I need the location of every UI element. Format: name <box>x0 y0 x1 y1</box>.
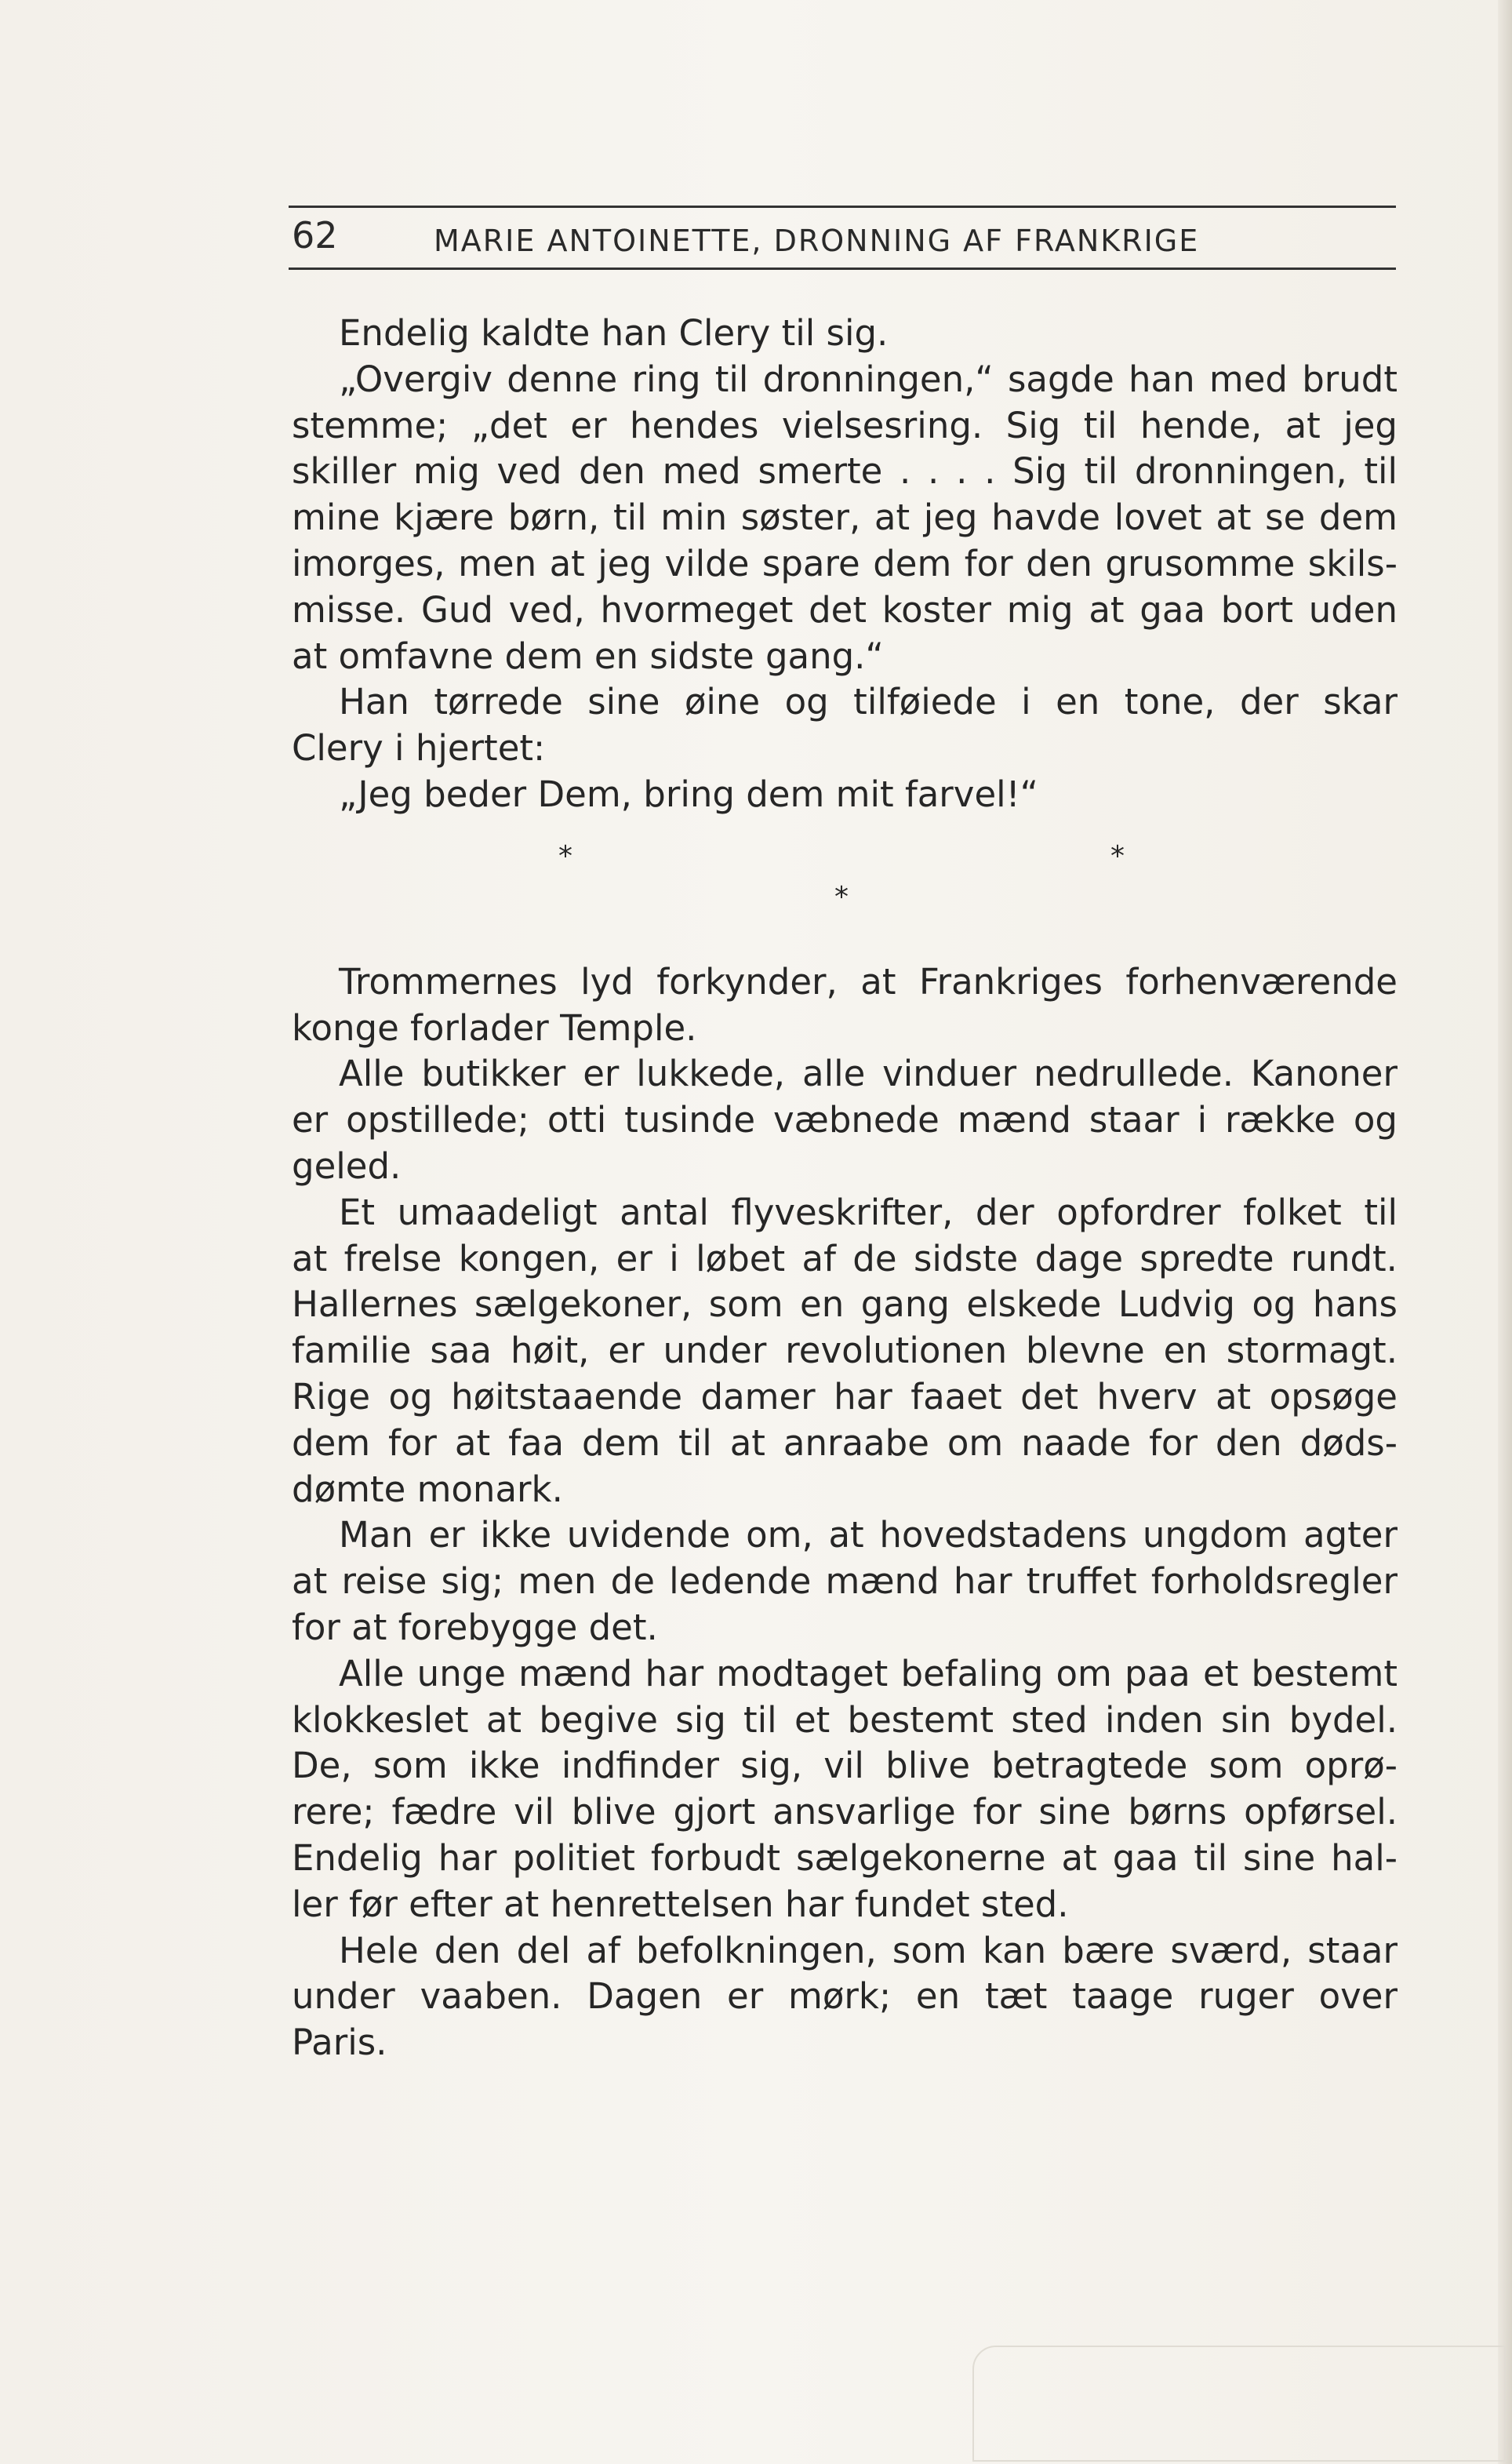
text-line: Man er ikke uvidende om, at hovedstadens ungdom agter <box>339 1514 1398 1556</box>
text-line: dem for at faa dem til at anraabe om naade for den døds- <box>292 1421 1398 1464</box>
text-line: misse. Gud ved, hvormeget det koster mig at gaa bort uden <box>292 588 1398 631</box>
text-line: stemme; „det er hendes vielsesring. Sig til hende, at jeg <box>292 404 1398 446</box>
text-line: geled. <box>292 1145 402 1187</box>
text-line: at omfavne dem en sidste gang.“ <box>292 635 884 677</box>
text-line: konge forlader Temple. <box>292 1006 697 1049</box>
text-line: Hallernes sælgekoner, som en gang elskede Ludvig og hans <box>292 1283 1398 1326</box>
text-line: Trommernes lyd forkynder, at Frankriges forhenværende <box>339 960 1398 1003</box>
text-line: Clery i hjertet: <box>292 727 546 770</box>
text-line: „Overgiv denne ring til dronningen,“ sagde han med brudt <box>339 358 1398 400</box>
text-line: rere; fædre vil blive gjort ansvarlige for sine børns opførsel. <box>292 1791 1398 1833</box>
text-line: imorges, men at jeg vilde spare dem for den grusomme skils- <box>292 542 1398 584</box>
section-separator <box>292 818 1398 959</box>
page-header <box>289 206 1396 270</box>
text-line: „Jeg beder Dem, bring dem mit farvel!“ <box>339 773 1038 815</box>
text-line: Alle unge mænd har modtaget befaling om paa et bestemt <box>339 1652 1398 1694</box>
text-line: klokkeslet at begive sig til et bestemt sted inden sin bydel. <box>292 1698 1398 1741</box>
text-line: Han tørrede sine øine og tilføiede i en tone, der skar <box>339 681 1398 723</box>
text-line: Et umaadeligt antal flyveskrifter, der opfordrer folket til <box>339 1191 1398 1233</box>
page-edge <box>1498 0 1512 2464</box>
text-line: Hele den del af befolkningen, som kan bære sværd, staar <box>339 1929 1398 1971</box>
text-line: mine kjære børn, til min søster, at jeg havde lovet at se dem <box>292 497 1398 539</box>
text-line: under vaaben. Dagen er mørk; en tæt taage ruger over <box>292 1975 1398 2018</box>
text-line: er opstillede; otti tusinde væbnede mænd staar i række og <box>292 1099 1398 1141</box>
text-line: Alle butikker er lukkede, alle vinduer nedrullede. Kanoner <box>339 1053 1398 1095</box>
text-line: ler før efter at henrettelsen har fundet sted. <box>292 1883 1069 1925</box>
text-line: De, som ikke indfinder sig, vil blive betragtede som oprø- <box>292 1745 1398 1787</box>
text-line: skiller mig ved den med smerte . . . . Sig til dronningen, til <box>292 450 1398 493</box>
text-line: for at forebygge det. <box>292 1606 658 1648</box>
asterisk: * <box>1110 839 1125 872</box>
body-text <box>292 311 1398 2066</box>
text-line: at frelse kongen, er i løbet af de sidste dage spredte rundt. <box>292 1237 1398 1279</box>
text-line: Endelig kaldte han Clery til sig. <box>339 312 889 354</box>
text-line: Rige og høitstaaende damer har faaet det hverv at opsøge <box>292 1375 1398 1418</box>
text-line: Endelig har politiet forbudt sælgekonerne at gaa til sine hal- <box>292 1836 1398 1879</box>
text-line: familie saa høit, er under revolutionen blevne en stormagt. <box>292 1330 1398 1372</box>
text-line: dømte monark. <box>292 1468 563 1510</box>
asterisk: * <box>834 880 849 913</box>
asterisk: * <box>558 839 572 872</box>
text-line: at reise sig; men de ledende mænd har truffet forholdsregler <box>292 1560 1398 1603</box>
running-head: MARIE ANTOINETTE, DRONNING AF FRANKRIGE <box>434 224 1200 258</box>
text-line: Paris. <box>292 2022 387 2064</box>
paper-mark <box>972 2346 1506 2462</box>
page-number: 62 <box>292 214 338 257</box>
